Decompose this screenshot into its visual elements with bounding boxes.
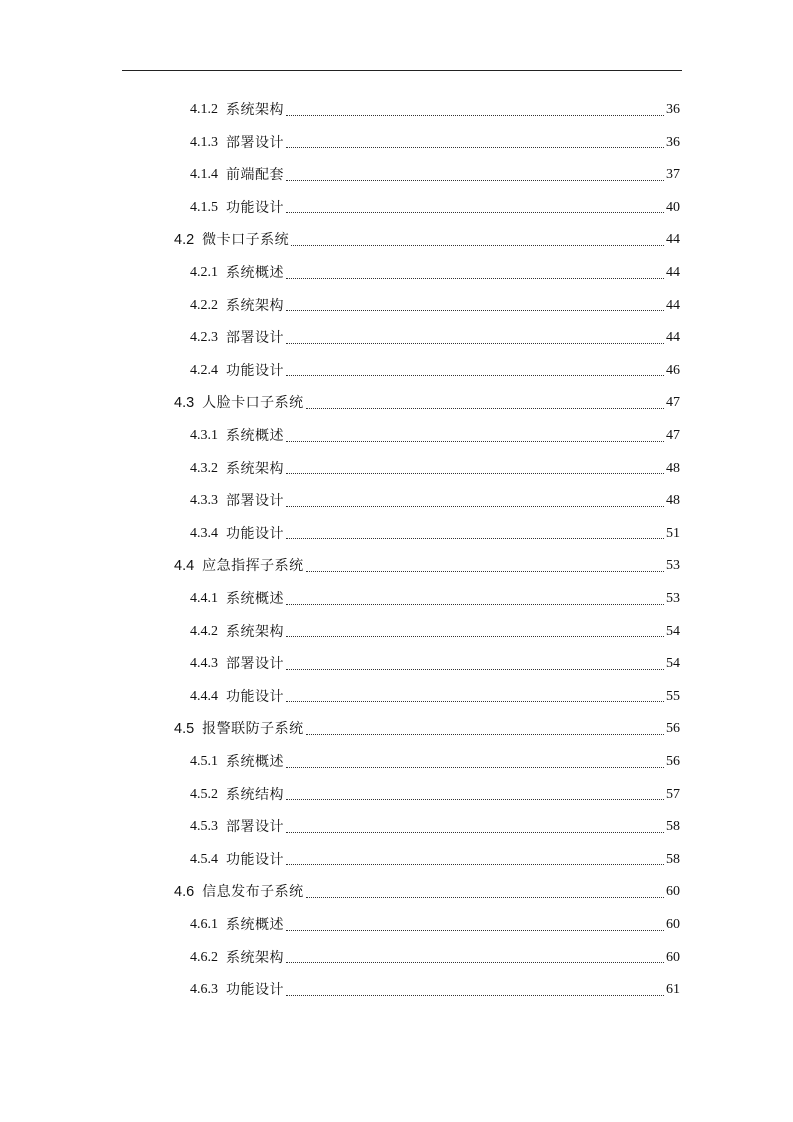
toc-dot-leader bbox=[286, 766, 664, 768]
toc-entry-number: 4.1.2 bbox=[190, 102, 218, 117]
toc-entry[interactable] bbox=[190, 258, 680, 288]
toc-entry-title: 部署设计 bbox=[226, 330, 284, 347]
toc-entry-number: 4.6.2 bbox=[190, 949, 218, 965]
toc-dot-leader bbox=[286, 472, 664, 474]
toc-entry-number: 4.2 bbox=[174, 232, 195, 249]
toc-entry-page-number: 46 bbox=[666, 362, 680, 378]
toc-dot-leader bbox=[286, 831, 664, 833]
toc-entry-page-number: 44 bbox=[666, 265, 680, 280]
toc-entry-number: 4.5.2 bbox=[190, 786, 218, 802]
toc-dot-leader bbox=[286, 374, 664, 376]
toc-entry[interactable] bbox=[190, 845, 680, 875]
toc-dot-leader bbox=[286, 146, 664, 148]
toc-entry-title: 应急指挥子系统 bbox=[202, 558, 304, 575]
toc-entry-number: 4.5.4 bbox=[190, 851, 218, 867]
toc-entry-number: 4.6.3 bbox=[190, 982, 218, 998]
toc-entry-number: 4.3.1 bbox=[190, 428, 218, 443]
toc-entry[interactable] bbox=[190, 193, 680, 223]
toc-entry[interactable] bbox=[190, 584, 680, 614]
toc-entry-number: 4.4.1 bbox=[190, 591, 218, 606]
toc-entry-page-number: 54 bbox=[666, 623, 680, 639]
toc-entry-page-number: 37 bbox=[666, 167, 680, 183]
toc-entry-number: 4.3.4 bbox=[190, 525, 218, 541]
toc-entry-title: 前端配套 bbox=[226, 167, 284, 184]
toc-entry-title: 功能设计 bbox=[226, 362, 284, 379]
toc-dot-leader bbox=[286, 342, 664, 344]
toc-entry[interactable] bbox=[190, 128, 680, 158]
toc-entry-page-number: 47 bbox=[666, 428, 680, 443]
toc-entry-title: 系统架构 bbox=[226, 949, 284, 966]
toc-entry[interactable] bbox=[190, 682, 680, 712]
toc-entry-number: 4.4.4 bbox=[190, 688, 218, 704]
toc-dot-leader bbox=[286, 603, 664, 605]
toc-entry[interactable] bbox=[190, 421, 680, 451]
header-rule bbox=[122, 70, 682, 71]
toc-entry-page-number: 44 bbox=[666, 297, 680, 313]
toc-entry[interactable] bbox=[190, 747, 680, 777]
toc-entry-page-number: 55 bbox=[666, 688, 680, 704]
toc-entry-page-number: 47 bbox=[666, 395, 680, 411]
toc-entry[interactable] bbox=[190, 95, 680, 125]
toc-entry-title: 部署设计 bbox=[226, 819, 284, 836]
toc-entry-number: 4.3.3 bbox=[190, 493, 218, 509]
toc-entry[interactable] bbox=[190, 943, 680, 973]
toc-entry[interactable] bbox=[190, 519, 680, 549]
toc-entry-title: 报警联防子系统 bbox=[202, 721, 304, 738]
toc-entry-title: 系统架构 bbox=[226, 460, 284, 477]
toc-entry-page-number: 40 bbox=[666, 199, 680, 215]
toc-entry-number: 4.3.2 bbox=[190, 460, 218, 476]
toc-entry[interactable] bbox=[190, 454, 680, 484]
toc-dot-leader bbox=[286, 505, 664, 507]
toc-entry-title: 功能设计 bbox=[226, 525, 284, 542]
toc-entry[interactable] bbox=[190, 356, 680, 386]
toc-entry-number: 4.4.2 bbox=[190, 623, 218, 639]
toc-dot-leader bbox=[286, 309, 664, 311]
toc-dot-leader bbox=[286, 961, 664, 963]
toc-entry-number: 4.4.3 bbox=[190, 656, 218, 672]
toc-entry-page-number: 58 bbox=[666, 819, 680, 835]
toc-dot-leader bbox=[286, 277, 664, 279]
toc-entry-page-number: 56 bbox=[666, 754, 680, 769]
toc-entry[interactable] bbox=[190, 910, 680, 940]
toc-entry-title: 功能设计 bbox=[226, 199, 284, 216]
toc-entry-page-number: 57 bbox=[666, 786, 680, 802]
toc-dot-leader bbox=[306, 407, 664, 409]
toc-dot-leader bbox=[286, 798, 664, 800]
toc-entry-title: 部署设计 bbox=[226, 134, 284, 151]
toc-entry-page-number: 48 bbox=[666, 460, 680, 476]
toc-entry-page-number: 44 bbox=[666, 330, 680, 346]
toc-entry-number: 4.5 bbox=[174, 721, 195, 738]
toc-entry-title: 系统概述 bbox=[226, 428, 284, 444]
toc-dot-leader bbox=[286, 211, 664, 213]
toc-dot-leader bbox=[291, 244, 664, 246]
toc-entry-page-number: 60 bbox=[666, 949, 680, 965]
toc-entry-number: 4.2.2 bbox=[190, 297, 218, 313]
toc-entry[interactable] bbox=[190, 975, 680, 1005]
toc-entry[interactable] bbox=[174, 388, 680, 418]
toc-entry-number: 4.6.1 bbox=[190, 917, 218, 932]
toc-entry-page-number: 44 bbox=[666, 232, 680, 248]
toc-entry-page-number: 36 bbox=[666, 102, 680, 117]
toc-entry-number: 4.3 bbox=[174, 395, 195, 412]
toc-entry-title: 系统结构 bbox=[226, 786, 284, 803]
toc-dot-leader bbox=[286, 994, 664, 996]
toc-entry-number: 4.1.4 bbox=[190, 167, 218, 183]
toc-entry-number: 4.1.3 bbox=[190, 134, 218, 150]
toc-entry[interactable] bbox=[174, 551, 680, 581]
toc-entry[interactable] bbox=[190, 780, 680, 810]
toc-entry[interactable] bbox=[190, 617, 680, 647]
toc-entry[interactable] bbox=[190, 812, 680, 842]
toc-entry-title: 部署设计 bbox=[226, 656, 284, 673]
toc-dot-leader bbox=[286, 179, 664, 181]
toc-dot-leader bbox=[286, 440, 664, 442]
toc-entry-page-number: 60 bbox=[666, 884, 680, 900]
toc-entry[interactable] bbox=[190, 323, 680, 353]
toc-entry-title: 系统架构 bbox=[226, 297, 284, 314]
toc-entry-page-number: 56 bbox=[666, 721, 680, 737]
toc-dot-leader bbox=[286, 668, 664, 670]
toc-entry[interactable] bbox=[190, 291, 680, 321]
toc-entry-page-number: 51 bbox=[666, 525, 680, 541]
toc-entry-title: 功能设计 bbox=[226, 982, 284, 999]
toc-entry[interactable] bbox=[190, 649, 680, 679]
toc-entry-page-number: 58 bbox=[666, 851, 680, 867]
toc-entry-number: 4.2.1 bbox=[190, 265, 218, 280]
toc-entry[interactable] bbox=[174, 225, 680, 255]
toc-dot-leader bbox=[306, 896, 664, 898]
toc-entry[interactable] bbox=[174, 714, 680, 744]
toc-entry-title: 微卡口子系统 bbox=[202, 232, 290, 249]
toc-dot-leader bbox=[306, 570, 664, 572]
toc-dot-leader bbox=[286, 929, 664, 931]
toc-dot-leader bbox=[286, 863, 664, 865]
toc-entry[interactable] bbox=[174, 877, 680, 907]
toc-entry-title: 信息发布子系统 bbox=[202, 884, 304, 901]
toc-entry-title: 功能设计 bbox=[226, 688, 284, 705]
toc-entry-title: 系统概述 bbox=[226, 754, 284, 770]
toc-entry-page-number: 53 bbox=[666, 558, 680, 574]
toc-entry-number: 4.2.3 bbox=[190, 330, 218, 346]
toc-entry-title: 系统概述 bbox=[226, 591, 284, 607]
toc-entry-number: 4.1.5 bbox=[190, 199, 218, 215]
toc-entry-number: 4.4 bbox=[174, 558, 195, 575]
toc-dot-leader bbox=[286, 635, 664, 637]
toc-entry-page-number: 53 bbox=[666, 591, 680, 606]
toc-entry-title: 部署设计 bbox=[226, 493, 284, 510]
toc-entry-title: 系统概述 bbox=[226, 917, 284, 933]
toc-entry-title: 系统架构 bbox=[226, 623, 284, 640]
toc-entry-page-number: 54 bbox=[666, 656, 680, 672]
toc-entry-page-number: 36 bbox=[666, 134, 680, 150]
toc-entry-number: 4.2.4 bbox=[190, 362, 218, 378]
toc-dot-leader bbox=[286, 537, 664, 539]
toc-entry[interactable] bbox=[190, 160, 680, 190]
toc-entry-number: 4.5.3 bbox=[190, 819, 218, 835]
toc-entry-page-number: 48 bbox=[666, 493, 680, 509]
toc-entry-number: 4.5.1 bbox=[190, 754, 218, 769]
toc-entry-title: 人脸卡口子系统 bbox=[202, 395, 304, 412]
toc-dot-leader bbox=[306, 733, 664, 735]
toc-entry-title: 系统概述 bbox=[226, 265, 284, 281]
toc-entry-page-number: 60 bbox=[666, 917, 680, 932]
toc-entry-title: 功能设计 bbox=[226, 851, 284, 868]
toc-entry-page-number: 61 bbox=[666, 982, 680, 998]
toc-dot-leader bbox=[286, 114, 664, 116]
toc-entry[interactable] bbox=[190, 486, 680, 516]
toc-dot-leader bbox=[286, 700, 664, 702]
toc-entry-title: 系统架构 bbox=[226, 102, 284, 118]
toc-entry-number: 4.6 bbox=[174, 884, 195, 901]
